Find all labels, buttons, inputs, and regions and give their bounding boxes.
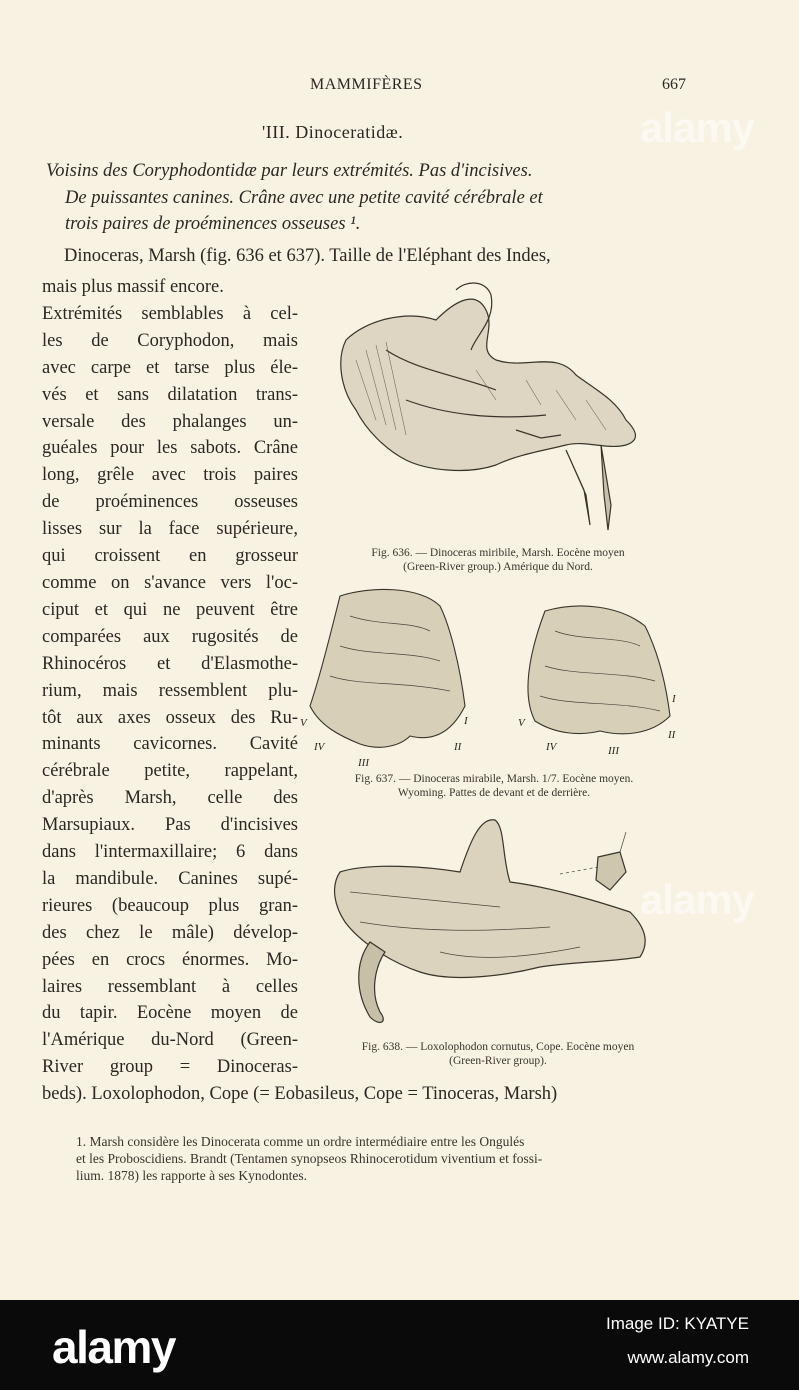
body-line: comparées aux rugosités de <box>42 626 298 647</box>
body-line: qui croissent en grosseur <box>42 546 298 567</box>
caption-line: (Green-River group). <box>449 1055 547 1067</box>
alamy-logo: alamy <box>52 1321 175 1373</box>
running-head <box>0 76 799 100</box>
intro-line: Voisins des Coryphodontidæ par leurs extrémités. Pas d'incisives. <box>46 161 533 181</box>
body-line: dans l'intermaxillaire; 6 dans <box>42 842 298 863</box>
fig637-label-left-IV: IV <box>314 741 325 753</box>
body-line: l'Amérique du-Nord (Green- <box>42 1030 298 1051</box>
fig637-label-right-I: I <box>672 693 676 705</box>
footnote-line: 1. Marsh considère les Dinocerata comme un ordre intermédiaire entre les Ongulés <box>76 1134 525 1149</box>
caption-line: (Green-River group.) Amérique du Nord. <box>403 561 593 573</box>
figure-636-skull-illustration <box>326 280 656 542</box>
body-line: avec carpe et tarse plus éle- <box>42 357 298 378</box>
body-line: lisses sur la face supérieure, <box>42 519 298 540</box>
figure-637-feet-illustration <box>300 586 690 770</box>
body-line: Extrémités semblables à cel- <box>42 303 298 324</box>
watermark: alamy <box>640 876 755 923</box>
figure-638-skull-illustration <box>330 812 660 1034</box>
body-line: les de Coryphodon, mais <box>42 330 298 351</box>
body-line: Marsupiaux. Pas d'incisives <box>42 815 298 836</box>
caption-line: Fig. 638. — Loxolophodon cornutus, Cope. Eocène moyen <box>361 1041 635 1053</box>
body-line: comme on s'avance vers l'oc- <box>42 572 298 593</box>
figure-638-caption <box>312 1040 684 1068</box>
body-line: minants cavicornes. Cavité <box>42 734 298 755</box>
caption-line: Fig. 636. — Dinoceras miribile, Marsh. Eocène moyen <box>371 547 625 559</box>
body-line: mais plus massif encore. <box>42 277 224 297</box>
body-line: des chez le mâle) dévelop- <box>42 922 298 943</box>
body-line: du tapir. Eocène moyen de <box>42 1003 298 1024</box>
fig637-label-left-III: III <box>358 757 369 769</box>
footnote <box>76 1133 696 1184</box>
watermark: alamy <box>640 104 755 151</box>
body-line: vés et sans dilatation trans- <box>42 384 298 405</box>
body-line: long, grêle avec trois paires <box>42 465 298 486</box>
stock-footer-bar <box>0 1300 799 1390</box>
footnote-line: et les Proboscidiens. Brandt (Tentamen synopseos Rhinocerotidum viventium et fossi- <box>76 1151 543 1166</box>
image-id: Image ID: KYATYE <box>606 1314 749 1333</box>
caption-line: Fig. 637. — Dinoceras mirabile, Marsh. 1/7. Eocène moyen. <box>354 773 634 785</box>
running-title: MAMMIFÈRES <box>310 76 423 93</box>
fig637-label-left-V: V <box>300 717 307 729</box>
body-line: Rhinocéros et d'Elasmothe- <box>42 653 298 674</box>
caption-line: Wyoming. Pattes de devant et de derrière. <box>397 787 591 799</box>
body-line: de proéminences osseuses <box>42 492 298 513</box>
body-line: la mandibule. Canines supé- <box>42 868 298 889</box>
body-line: laires ressemblant à celles <box>42 976 298 997</box>
body-line: rieures (beaucoup plus gran- <box>42 895 298 916</box>
body-line: River group = Dinoceras- <box>42 1057 298 1078</box>
site-url: www.alamy.com <box>627 1348 749 1367</box>
fig637-label-right-II: II <box>668 729 676 741</box>
body-line: cérébrale petite, rappelant, <box>42 761 298 782</box>
fig637-label-left-II: II <box>454 741 462 753</box>
body-line: ciput et qui ne peuvent être <box>42 599 298 620</box>
fig637-label-right-III: III <box>608 745 619 757</box>
fig637-label-right-V: V <box>518 717 525 729</box>
page-number: 667 <box>662 76 686 93</box>
body-line: pées en crocs énormes. Mo- <box>42 949 298 970</box>
figure-637-caption <box>306 772 682 800</box>
body-column <box>42 274 298 1081</box>
footnote-line: lium. 1878) les rapporte à ses Kynodontes. <box>76 1168 307 1183</box>
body-line: tôt aux axes osseux des Ru- <box>42 707 298 728</box>
body-line: rium, mais ressemblent plu- <box>42 680 298 701</box>
intro-paragraph <box>46 158 696 238</box>
body-first-line: Dinoceras, Marsh (fig. 636 et 637). Taille de l'Eléphant des Indes, <box>64 246 551 266</box>
fig637-label-left-I: I <box>464 715 468 727</box>
section-heading: 'III. Dinoceratidæ. <box>262 122 404 142</box>
body-line: guéales pour les sabots. Crâne <box>42 438 298 459</box>
fig637-label-right-IV: IV <box>546 741 557 753</box>
intro-line: De puissantes canines. Crâne avec une petite cavité cérébrale et <box>65 187 543 208</box>
figure-636-caption <box>318 546 678 574</box>
body-line: d'après Marsh, celle des <box>42 788 298 809</box>
intro-line: trois paires de proéminences osseuses ¹. <box>65 214 361 234</box>
body-line: versale des phalanges un- <box>42 411 298 432</box>
body-last-line: beds). Loxolophodon, Cope (= Eobasileus, Cope = Tinoceras, Marsh) <box>42 1084 558 1104</box>
